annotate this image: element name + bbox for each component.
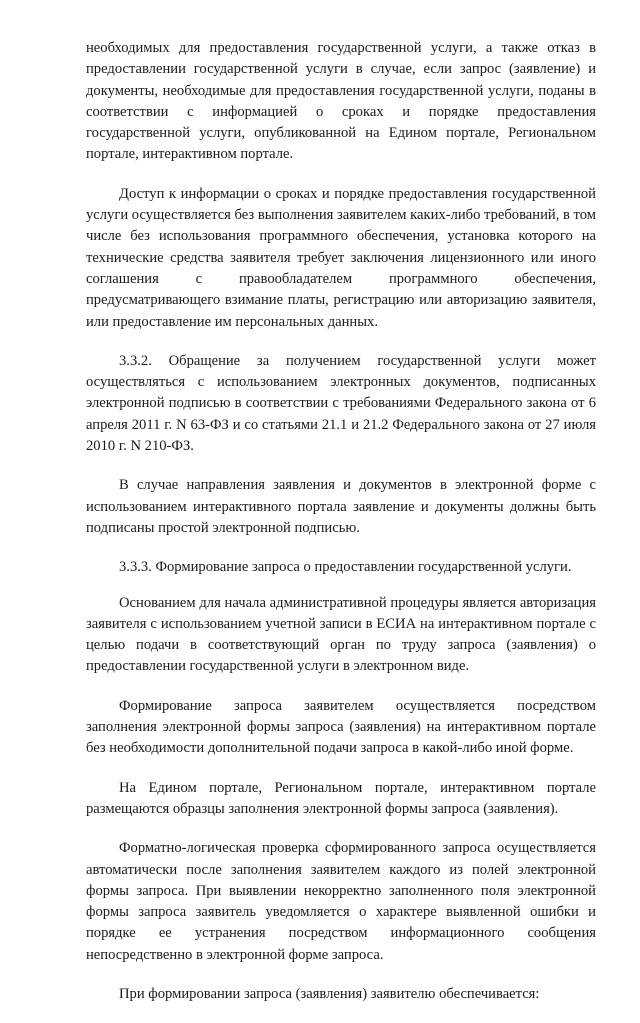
paragraph-basis: Основанием для начала административной процедуры является авторизация заявителя с использованием учетной записи в ЕСИА на интерактивном портале с целью подачи в соответствующий орган по труду запроса (заявления) о предоставлении государственной услуги в электронном виде. bbox=[86, 594, 596, 675]
paragraph-access-info: Доступ к информации о сроках и порядке предоставления государственной услуги осуществляется без выполнения заявителем каких-либо требований, в том числе без использования программного обеспечения, установка которого на технические средства заявителя требует заключения лицензионного или иного соглашения с правообладателем программного обеспечения, предусматривающего взимание платы, регистрацию или авторизацию заявителя, или предоставление им персональных данных. bbox=[86, 185, 596, 330]
paragraph-samples: На Едином портале, Региональном портале, интерактивном портале размещаются образцы заполнения электронной формы запроса (заявления). bbox=[86, 779, 596, 817]
paragraph-continuation: необходимых для предоставления государственной услуги, а также отказ в предоставлении государственной услуги в случае, если запрос (заявление) и документы, необходимые для предоставления государственной услуги, поданы в соответствии с информацией о сроках и порядке предоставления государственной услуги, опубликованной на Едином портале, Региональном портале, интерактивном портале. bbox=[86, 40, 596, 163]
document-page bbox=[86, 38, 596, 1023]
paragraph-3-3-3-heading: 3.3.3. Формирование запроса о предоставлении государственной услуги. bbox=[119, 559, 572, 576]
paragraph-provision-intro: При формировании запроса (заявления) заявителю обеспечивается: bbox=[119, 985, 540, 1002]
paragraph-form-filling: Формирование запроса заявителем осуществляется посредством заполнения электронной формы запроса (заявления) на интерактивном портале без необходимости дополнительной подачи запроса в какой-либо иной форме. bbox=[86, 697, 596, 757]
paragraph-electronic-signature: В случае направления заявления и документов в электронной форме с использованием интерактивного портала заявление и документы должны быть подписаны простой электронной подписью. bbox=[86, 477, 596, 536]
paragraph-3-3-2: 3.3.2. Обращение за получением государственной услуги может осуществляться с использованием электронных документов, подписанных электронной подписью в соответствии с требованиями Федерального закона от 6 апреля 2011 г. N 63-ФЗ и со статьями 21.1 и 21.2 Федерального закона от 27 июля 2010 г. N 210-ФЗ. bbox=[86, 352, 596, 455]
paragraph-validation: Форматно-логическая проверка сформированного запроса осуществляется автоматически после заполнения заявителем каждого из полей электронной формы запроса. При выявлении некорректно заполненного поля электронной формы запроса заявитель уведомляется о характере выявленной ошибки и порядке ее устранения посредством информационного сообщения непосредственно в электронной форме запроса. bbox=[86, 840, 596, 963]
